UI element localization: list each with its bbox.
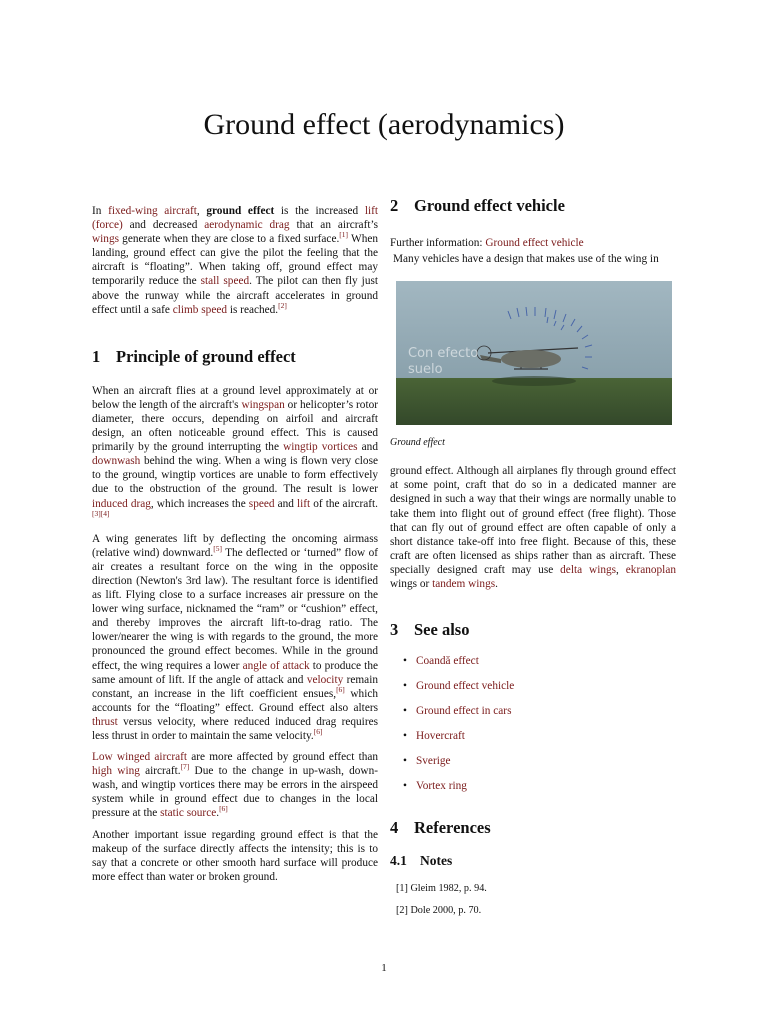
note-item — [390, 904, 676, 926]
citation-6[interactable]: [6] — [336, 684, 345, 694]
body-text: and — [274, 497, 297, 510]
section-number: 2 — [390, 196, 399, 215]
body-text: A wing generates lift by deflecting the oncoming airmass (relative wind) downward. — [92, 532, 378, 559]
link-angle-of-attack[interactable]: angle of attack — [242, 659, 310, 672]
body-text: to produce the same amount of lift. If the angle of attack and — [92, 659, 378, 686]
link-ekranoplan[interactable]: ekranoplan — [625, 563, 676, 576]
helicopter-ground-effect-image — [396, 281, 672, 425]
list-item — [390, 679, 676, 704]
bold-term-ground-effect: ground effect — [206, 205, 275, 217]
body-text: or helicopter’s rotor diameter, there occurs, depending on airfoil and aircraft design, an often noticeable ground effect. This is caused primarily by the ground interrupting the — [92, 398, 379, 454]
link-thrust[interactable]: thrust — [92, 715, 118, 728]
link-velocity[interactable]: velocity — [306, 673, 344, 686]
body-text: When an aircraft flies at a ground level approximately at or below the length of the aircraft's — [92, 384, 378, 411]
principle-paragraph-1 — [92, 384, 378, 525]
vehicle-paragraph — [390, 464, 676, 591]
note-text: Gleim 1982, p. 94. — [410, 883, 487, 895]
body-text: of the aircraft. — [310, 497, 378, 510]
note-label: [2] — [396, 905, 408, 917]
intro-text: and decreased — [122, 219, 205, 232]
intro-text: is the increased — [274, 205, 365, 217]
link-wingtip-vortices[interactable]: wingtip vortices — [283, 441, 358, 454]
further-label: Further information: — [390, 237, 486, 249]
section-title: Ground effect vehicle — [414, 196, 565, 215]
figure-overlay-line2: suelo — [408, 362, 443, 378]
link-static-source[interactable]: static source — [160, 807, 217, 820]
section-title: See also — [414, 620, 470, 640]
body-text: ground effect. Although all airplanes fly through ground effect at some point, craft that do so in a dedicated manner are designed in such a way that their wings are normally unable to take them into flight out of ground effect (free flight). Those that can fly out of ground effect are often capable of only a short distance take-off into free flight. Because of this, these craft are often licensed as ships rather than as aircraft. These specially designed craft may use — [390, 465, 676, 576]
body-text: . — [495, 578, 498, 591]
body-text: versus velocity, where reduced induced drag requires less thrust in order to maintain the same velocity. — [92, 715, 378, 742]
subsection-heading-notes — [390, 852, 676, 870]
see-also-list — [390, 654, 676, 804]
page-number: 1 — [381, 962, 387, 974]
body-text: which accounts for the “floating” effect. Ground effect also alters — [92, 687, 379, 714]
notes-list — [390, 882, 676, 926]
citation-5[interactable]: [5] — [213, 544, 222, 554]
see-also-link[interactable]: Ground effect in cars — [416, 705, 512, 718]
intro-paragraph — [92, 204, 378, 317]
body-text: Due to the change in up-wash, down-wash, and wingtip vortices there may be errors in the airspeed system while in ground effect due to changes in the local pressure at the — [92, 765, 378, 820]
intro-text: When landing, ground effect can give the pilot the feeling that the aircraft is “floating”. When taking off, ground effect may temporarily reduce the — [92, 233, 379, 288]
list-item — [390, 754, 676, 779]
citation-2[interactable]: [2] — [278, 300, 287, 310]
helicopter-shadow — [492, 376, 576, 386]
see-also-link[interactable]: Ground effect vehicle — [416, 680, 515, 693]
body-text: and — [357, 441, 378, 454]
citation-6[interactable]: [6] — [313, 727, 323, 737]
figure-caption: Ground effect — [390, 437, 445, 449]
body-text: The deflected or ‘turned” flow of air creates a resultant force on the wing in the opposite direction (Newton's 3rd law). The resultant force is identified as lift. Flying close to a surface increases air pressure on the lower wing surface, nicknamed the “ram” or “cushion” effect, and thereby improves the aircraft lift-to-drag ratio. The lower/nearer the wing is with regards to the ground, the more pronounced the ground effect becomes. While in the ground effect, the wing requires a lower — [92, 546, 378, 672]
link-tandem-wings[interactable]: tandem wings — [432, 578, 496, 591]
note-text: Dole 2000, p. 70. — [410, 905, 482, 917]
intro-text: is reached. — [227, 303, 279, 316]
principle-paragraph-2 — [92, 532, 378, 743]
body-text: , — [616, 563, 626, 576]
section-number: 3 — [390, 620, 399, 640]
link-aerodynamic-drag[interactable]: aerodynamic drag — [204, 219, 290, 232]
citation-6[interactable]: [6] — [219, 804, 228, 814]
vehicle-lead-text: Many vehicles have a design that makes use of the wing in — [393, 253, 659, 266]
citation-7[interactable]: [7] — [180, 762, 190, 772]
section-number: 1 — [92, 346, 101, 366]
intro-text: . The pilot can then fly just above the runway while the aircraft accelerates in ground effect until a safe — [92, 275, 379, 316]
see-also-link[interactable]: Sverige — [416, 755, 451, 768]
link-fixed-wing-aircraft[interactable]: fixed-wing aircraft — [108, 205, 197, 217]
note-item — [390, 882, 676, 904]
bullet-icon: • — [403, 730, 407, 743]
body-text: wings or — [390, 578, 433, 591]
page-title: Ground effect (aerodynamics) — [203, 108, 565, 141]
principle-paragraph-4: Another important issue regarding ground effect is that the makeup of the surface directly affects the intensity; this is to say that a concrete or other smooth hard surface will produce more effect than water or broken ground. — [92, 828, 378, 883]
see-also-link[interactable]: Vortex ring — [416, 780, 467, 793]
citation-3-4[interactable]: [3][4] — [92, 508, 110, 518]
figure-overlay-line1: Con efecto — [408, 346, 479, 362]
link-ground-effect-vehicle[interactable]: Ground effect vehicle — [485, 237, 584, 249]
section-title: Principle of ground effect — [116, 346, 296, 366]
principle-paragraph-3 — [92, 750, 378, 820]
body-text: , which increases the — [150, 497, 249, 510]
link-downwash[interactable]: downwash — [92, 455, 141, 468]
further-information — [390, 236, 676, 250]
bullet-icon: • — [403, 655, 407, 668]
citation-1[interactable]: [1] — [339, 230, 349, 240]
list-item — [390, 779, 676, 804]
link-delta-wings[interactable]: delta wings — [560, 563, 617, 576]
bullet-icon: • — [403, 680, 407, 693]
subsection-number: 4.1 — [390, 853, 407, 869]
subsection-title: Notes — [420, 853, 453, 869]
body-text: behind the wing. When a wing is flown very close to the ground, wingtip vortices are unable to form effectively due to the obstruction of the ground. The result is lower — [92, 455, 378, 496]
link-high-wing[interactable]: high wing — [92, 765, 140, 778]
intro-text: generate when they are close to a fixed surface. — [119, 233, 340, 246]
intro-text: that an aircraft’s — [289, 219, 379, 232]
intro-text: In — [92, 205, 109, 217]
link-lift[interactable]: lift — [296, 497, 311, 510]
section-heading-ground-effect-vehicle — [390, 196, 676, 216]
link-low-winged-aircraft[interactable]: Low winged aircraft — [92, 751, 188, 764]
section-heading-principle — [92, 347, 378, 367]
bullet-icon: • — [403, 780, 407, 793]
body-text: are more affected by ground effect than — [187, 751, 379, 764]
note-label: [1] — [396, 883, 408, 895]
right-column — [390, 196, 676, 926]
section-heading-references — [390, 818, 676, 838]
see-also-link[interactable]: Coandă effect — [416, 655, 479, 668]
body-text: . — [216, 807, 220, 820]
body-text: aircraft. — [139, 765, 181, 778]
see-also-link[interactable]: Hovercraft — [416, 730, 465, 743]
list-item — [390, 729, 676, 754]
section-number: 4 — [390, 818, 399, 838]
link-induced-drag[interactable]: induced drag — [92, 497, 151, 510]
body-text: remain constant, an increase in the lift coefficient ensues, — [92, 673, 378, 700]
link-climb-speed[interactable]: climb speed — [172, 303, 227, 316]
link-wingspan[interactable]: wingspan — [241, 398, 285, 411]
intro-text: , — [196, 205, 207, 217]
ground-effect-figure — [396, 281, 672, 425]
link-lift-force[interactable]: lift (force) — [92, 205, 378, 232]
left-column — [92, 204, 378, 891]
section-heading-see-also — [390, 620, 676, 640]
bullet-icon: • — [403, 755, 407, 768]
link-wings[interactable]: wings — [92, 233, 119, 246]
list-item — [390, 654, 676, 679]
list-item — [390, 704, 676, 729]
link-stall-speed[interactable]: stall speed — [200, 275, 250, 288]
bullet-icon: • — [403, 705, 407, 718]
section-title: References — [414, 818, 491, 838]
link-speed[interactable]: speed — [248, 497, 275, 510]
